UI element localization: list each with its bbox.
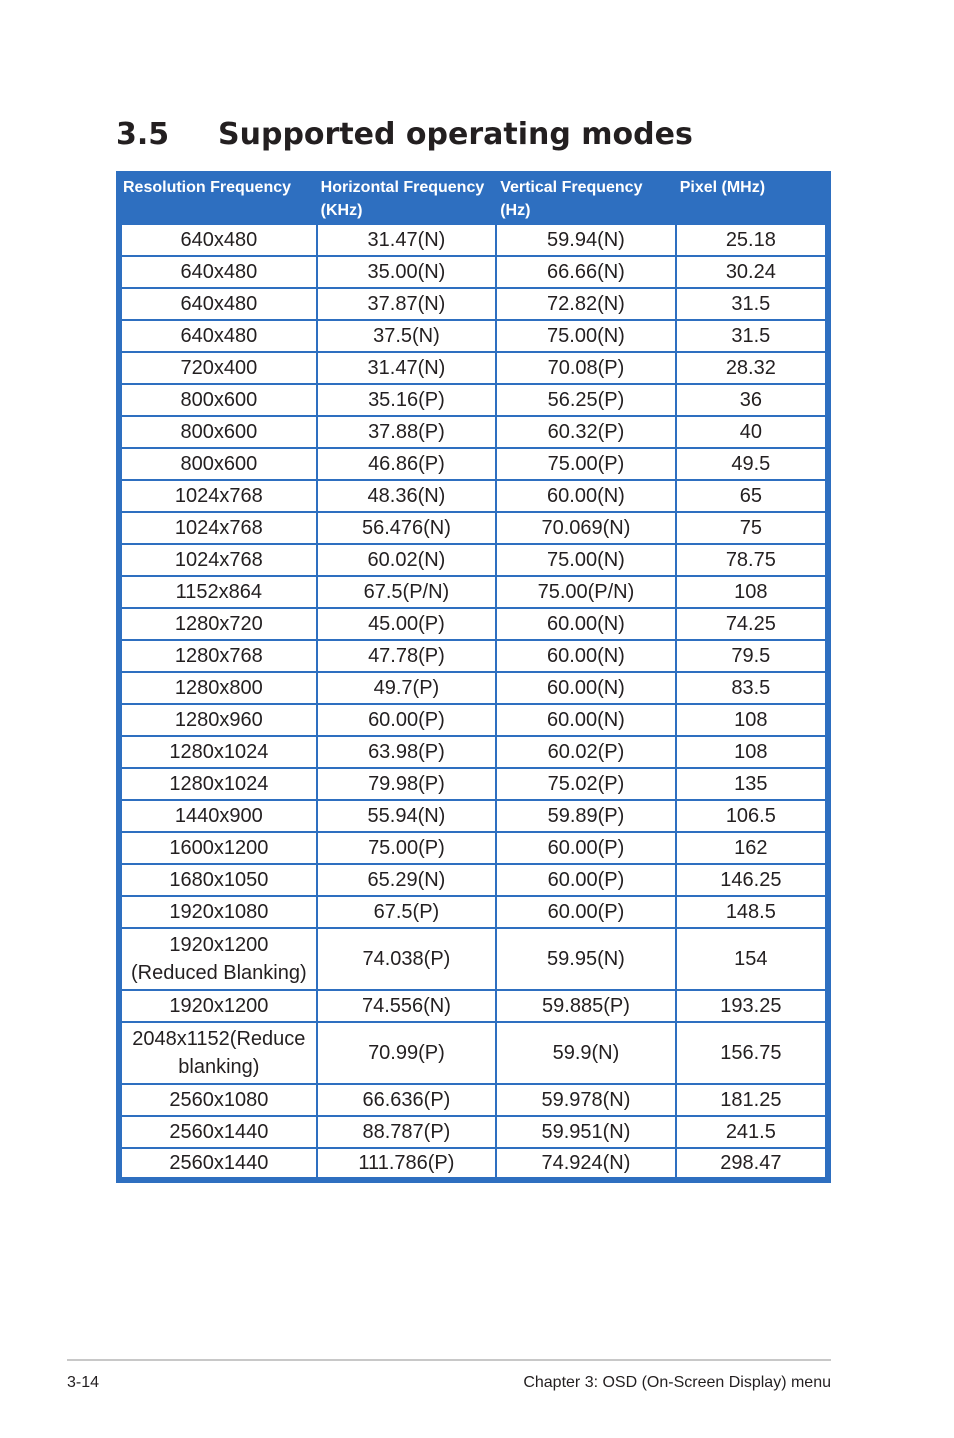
- cell-vertical-frequency: 75.02(P): [496, 768, 676, 800]
- cell-vertical-frequency: 59.885(P): [496, 990, 676, 1022]
- table-row: [119, 352, 828, 384]
- cell-resolution: 640x480: [119, 224, 317, 256]
- cell-pixel-clock: 106.5: [676, 800, 828, 832]
- cell-vertical-frequency: 59.951(N): [496, 1116, 676, 1148]
- cell-resolution: 800x600: [119, 416, 317, 448]
- table-row: [119, 832, 828, 864]
- section-title-text: Supported operating modes: [218, 117, 693, 152]
- cell-horizontal-frequency: 45.00(P): [317, 608, 497, 640]
- cell-horizontal-frequency: 35.00(N): [317, 256, 497, 288]
- cell-resolution: 1280x1024: [119, 736, 317, 768]
- cell-resolution: 800x600: [119, 384, 317, 416]
- table-row: [119, 1084, 828, 1116]
- cell-resolution: 1440x900: [119, 800, 317, 832]
- cell-horizontal-frequency: 79.98(P): [317, 768, 497, 800]
- cell-vertical-frequency: 60.00(P): [496, 832, 676, 864]
- footer-page-number: 3-14: [67, 1374, 100, 1391]
- cell-horizontal-frequency: 37.5(N): [317, 320, 497, 352]
- cell-pixel-clock: 241.5: [676, 1116, 828, 1148]
- cell-resolution: 1280x800: [119, 672, 317, 704]
- cell-pixel-clock: 78.75: [676, 544, 828, 576]
- cell-vertical-frequency: 60.02(P): [496, 736, 676, 768]
- table-body: [119, 224, 828, 1180]
- cell-pixel-clock: 30.24: [676, 256, 828, 288]
- cell-resolution: 2560x1080: [119, 1084, 317, 1116]
- cell-vertical-frequency: 75.00(N): [496, 544, 676, 576]
- cell-vertical-frequency: 75.00(P/N): [496, 576, 676, 608]
- cell-vertical-frequency: 56.25(P): [496, 384, 676, 416]
- cell-pixel-clock: 298.47: [676, 1148, 828, 1180]
- cell-resolution: 640x480: [119, 256, 317, 288]
- cell-vertical-frequency: 75.00(P): [496, 448, 676, 480]
- cell-pixel-clock: 108: [676, 736, 828, 768]
- section-number: 3.5: [116, 117, 170, 152]
- table-row: [119, 1116, 828, 1148]
- cell-vertical-frequency: 66.66(N): [496, 256, 676, 288]
- table-row: [119, 224, 828, 256]
- table-header: [119, 171, 828, 224]
- cell-pixel-clock: 193.25: [676, 990, 828, 1022]
- table-row: [119, 256, 828, 288]
- table-row: [119, 896, 828, 928]
- cell-horizontal-frequency: 75.00(P): [317, 832, 497, 864]
- cell-pixel-clock: 25.18: [676, 224, 828, 256]
- cell-pixel-clock: 74.25: [676, 608, 828, 640]
- cell-horizontal-frequency: 49.7(P): [317, 672, 497, 704]
- table-row: [119, 800, 828, 832]
- cell-vertical-frequency: 74.924(N): [496, 1148, 676, 1180]
- cell-resolution: 1152x864: [119, 576, 317, 608]
- cell-horizontal-frequency: 35.16(P): [317, 384, 497, 416]
- section-title: [116, 112, 693, 158]
- cell-vertical-frequency: 60.32(P): [496, 416, 676, 448]
- cell-pixel-clock: 148.5: [676, 896, 828, 928]
- cell-resolution: 2560x1440: [119, 1148, 317, 1180]
- table-row: [119, 448, 828, 480]
- cell-horizontal-frequency: 70.99(P): [317, 1022, 497, 1084]
- cell-horizontal-frequency: 37.88(P): [317, 416, 497, 448]
- cell-pixel-clock: 65: [676, 480, 828, 512]
- cell-resolution: 1680x1050: [119, 864, 317, 896]
- cell-pixel-clock: 154: [676, 928, 828, 990]
- cell-resolution: 1920x1200: [119, 990, 317, 1022]
- cell-pixel-clock: 49.5: [676, 448, 828, 480]
- cell-vertical-frequency: 72.82(N): [496, 288, 676, 320]
- cell-vertical-frequency: 75.00(N): [496, 320, 676, 352]
- cell-vertical-frequency: 60.00(N): [496, 608, 676, 640]
- cell-pixel-clock: 40: [676, 416, 828, 448]
- table-row: [119, 576, 828, 608]
- cell-pixel-clock: 28.32: [676, 352, 828, 384]
- table-row: [119, 736, 828, 768]
- table-row: [119, 864, 828, 896]
- table-row: [119, 1022, 828, 1084]
- cell-horizontal-frequency: 66.636(P): [317, 1084, 497, 1116]
- cell-horizontal-frequency: 88.787(P): [317, 1116, 497, 1148]
- cell-resolution: 1024x768: [119, 512, 317, 544]
- cell-pixel-clock: 75: [676, 512, 828, 544]
- cell-pixel-clock: 156.75: [676, 1022, 828, 1084]
- cell-horizontal-frequency: 67.5(P): [317, 896, 497, 928]
- cell-resolution: 640x480: [119, 320, 317, 352]
- cell-horizontal-frequency: 63.98(P): [317, 736, 497, 768]
- cell-resolution: 1280x960: [119, 704, 317, 736]
- cell-pixel-clock: 108: [676, 576, 828, 608]
- cell-horizontal-frequency: 48.36(N): [317, 480, 497, 512]
- table-row: [119, 320, 828, 352]
- header-vertical-frequency: Vertical Frequency (Hz): [496, 171, 676, 224]
- cell-horizontal-frequency: 74.556(N): [317, 990, 497, 1022]
- table-row: [119, 512, 828, 544]
- header-horizontal-frequency: Horizontal Frequency (KHz): [317, 171, 497, 224]
- cell-resolution: 2560x1440: [119, 1116, 317, 1148]
- cell-horizontal-frequency: 65.29(N): [317, 864, 497, 896]
- cell-horizontal-frequency: 74.038(P): [317, 928, 497, 990]
- footer-divider: [67, 1359, 831, 1361]
- table-row: [119, 1148, 828, 1180]
- cell-resolution: 800x600: [119, 448, 317, 480]
- cell-pixel-clock: 83.5: [676, 672, 828, 704]
- table-row: [119, 384, 828, 416]
- cell-vertical-frequency: 70.069(N): [496, 512, 676, 544]
- cell-resolution: 1280x1024: [119, 768, 317, 800]
- table-row: [119, 928, 828, 990]
- cell-horizontal-frequency: 56.476(N): [317, 512, 497, 544]
- cell-horizontal-frequency: 31.47(N): [317, 352, 497, 384]
- cell-vertical-frequency: 59.95(N): [496, 928, 676, 990]
- cell-resolution: 1024x768: [119, 480, 317, 512]
- cell-pixel-clock: 162: [676, 832, 828, 864]
- cell-horizontal-frequency: 31.47(N): [317, 224, 497, 256]
- cell-vertical-frequency: 60.00(N): [496, 672, 676, 704]
- cell-vertical-frequency: 60.00(N): [496, 640, 676, 672]
- cell-horizontal-frequency: 60.00(P): [317, 704, 497, 736]
- table-row: [119, 480, 828, 512]
- cell-vertical-frequency: 70.08(P): [496, 352, 676, 384]
- table-row: [119, 608, 828, 640]
- table-row: [119, 672, 828, 704]
- table-row: [119, 704, 828, 736]
- cell-pixel-clock: 146.25: [676, 864, 828, 896]
- footer-chapter-title: Chapter 3: OSD (On-Screen Display) menu: [523, 1374, 831, 1391]
- cell-pixel-clock: 79.5: [676, 640, 828, 672]
- cell-pixel-clock: 181.25: [676, 1084, 828, 1116]
- cell-vertical-frequency: 60.00(P): [496, 896, 676, 928]
- cell-pixel-clock: 135: [676, 768, 828, 800]
- cell-pixel-clock: 108: [676, 704, 828, 736]
- cell-resolution: 1280x768: [119, 640, 317, 672]
- cell-resolution: 1920x1080: [119, 896, 317, 928]
- cell-vertical-frequency: 60.00(N): [496, 480, 676, 512]
- table-row: [119, 288, 828, 320]
- cell-pixel-clock: 31.5: [676, 320, 828, 352]
- cell-horizontal-frequency: 55.94(N): [317, 800, 497, 832]
- table-row: [119, 416, 828, 448]
- cell-pixel-clock: 36: [676, 384, 828, 416]
- cell-horizontal-frequency: 37.87(N): [317, 288, 497, 320]
- cell-horizontal-frequency: 111.786(P): [317, 1148, 497, 1180]
- cell-resolution: 640x480: [119, 288, 317, 320]
- cell-resolution: 1280x720: [119, 608, 317, 640]
- table-header-row: [119, 171, 828, 224]
- cell-horizontal-frequency: 67.5(P/N): [317, 576, 497, 608]
- header-pixel-clock: Pixel (MHz): [676, 171, 828, 224]
- cell-vertical-frequency: 60.00(N): [496, 704, 676, 736]
- header-resolution-frequency: Resolution Frequency: [119, 171, 317, 224]
- cell-vertical-frequency: 59.978(N): [496, 1084, 676, 1116]
- cell-resolution: 1024x768: [119, 544, 317, 576]
- cell-vertical-frequency: 59.9(N): [496, 1022, 676, 1084]
- cell-resolution: 720x400: [119, 352, 317, 384]
- operating-modes-table: [116, 171, 831, 1183]
- cell-horizontal-frequency: 60.02(N): [317, 544, 497, 576]
- cell-vertical-frequency: 59.89(P): [496, 800, 676, 832]
- table-row: [119, 640, 828, 672]
- cell-horizontal-frequency: 47.78(P): [317, 640, 497, 672]
- cell-vertical-frequency: 59.94(N): [496, 224, 676, 256]
- cell-resolution: 2048x1152(Reduce blanking): [119, 1022, 317, 1084]
- table-row: [119, 990, 828, 1022]
- table-row: [119, 768, 828, 800]
- cell-vertical-frequency: 60.00(P): [496, 864, 676, 896]
- table-row: [119, 544, 828, 576]
- cell-horizontal-frequency: 46.86(P): [317, 448, 497, 480]
- cell-resolution: 1600x1200: [119, 832, 317, 864]
- cell-pixel-clock: 31.5: [676, 288, 828, 320]
- cell-resolution: 1920x1200 (Reduced Blanking): [119, 928, 317, 990]
